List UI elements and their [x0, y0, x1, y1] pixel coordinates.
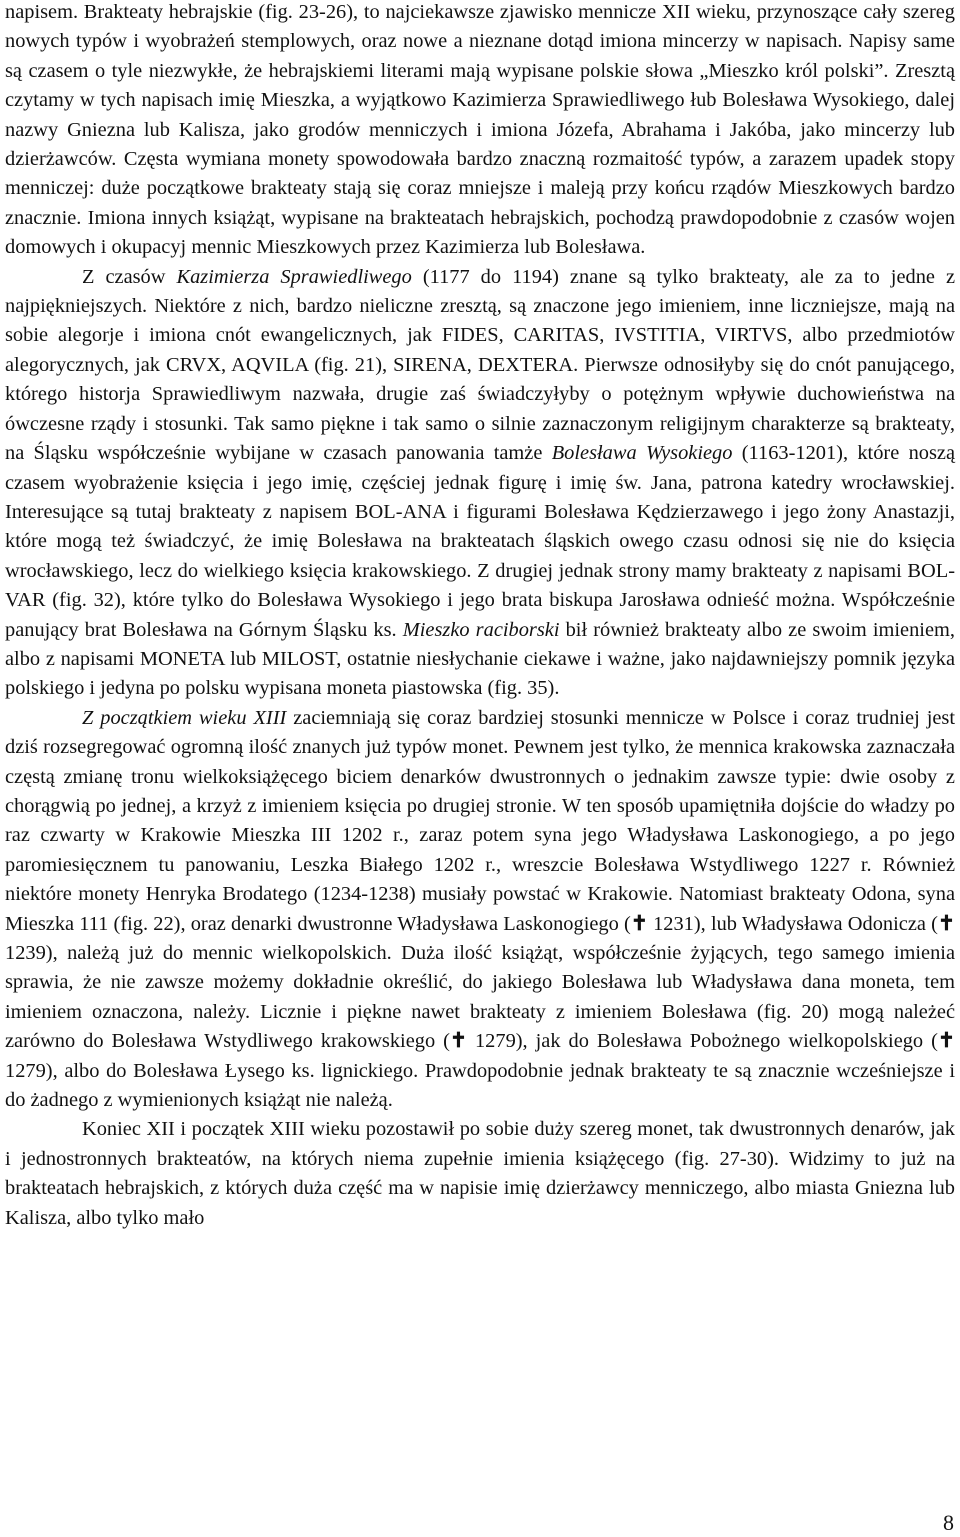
death-cross-glyph: ✝: [937, 912, 955, 935]
body-text: [5, 0, 955, 1233]
italic-text: Bolesława Wysokiego: [551, 442, 733, 465]
italic-text: Kazimierza Sprawiedliwego: [176, 265, 412, 288]
death-cross-glyph: ✝: [449, 1030, 468, 1053]
text-run: bił również brakteaty albo ze swoim imieniem, albo z napisami MONETA lub MILOST, ostatnie niesłychanie ciekawe i ważne, jako najdawniejszy pomnik języka polskiego i jedyna po polsku wypisana moneta piastowska (fig. 35).: [5, 618, 955, 700]
text-run: zaciemniają się coraz bardziej stosunki mennicze w Polsce i coraz trudniej jest dziś rozsegregować ogromną ilość znanych już typów monet. Pewnem jest tylko, że mennica krakowska zaznaczała częstą zmianę tronu wielkoksiążęcego biciem denarków dwustronnych o jednakim zawsze typie: dwie osoby z chorągwią po jednej, a krzyż z imieniem księcia po drugiej stronie. W ten sposób upamiętniła dojście do władzy po raz czwarty w Krakowie Mieszka III 1202 r., zaraz potem syna jego Władysława Laskonogiego, a po jego paromiesięcznem tu panowaniu, Leszka Białego 1202 r., wreszcie Bolesława Wstydliwego 1227 r. Również niektóre monety Henryka Brodatego (1234-1238) musiały powstać w Krakowie. Natomiast brakteaty Odona, syna Mieszka 111 (fig. 22), oraz denarki dwustronne Władysława Laskonogiego (: [5, 706, 956, 935]
italic-text: Mieszko raciborski: [402, 618, 560, 641]
text-run: Koniec XII i początek XIII wieku pozostawił po sobie duży szereg monet, tak dwustronnych denarów, jak i jednostronnych brakteatów, na których niema zupełnie imienia książęcego (fig. 27-30). Widzimy to już na brakteatach hebrajskich, z których duża część ma w napisie imię dzierżawcy menniczego, albo miasta Gniezna lub Kalisza, albo tylko mało: [5, 1118, 955, 1229]
paragraph: [5, 263, 955, 704]
document-page: [5, 0, 955, 1233]
text-run: 1279), albo do Bolesława Łysego ks. lignickiego. Prawdopodobnie jednak brakteaty te są znacznie wcześniejsze i do żadnego z wymienionych książąt nie należą.: [5, 1059, 955, 1112]
page-number: 8: [943, 1510, 954, 1535]
paragraph: [5, 1115, 955, 1233]
text-run: napisem. Brakteaty hebrajskie (fig. 23-26), to najciekawsze zjawisko mennicze XII wieku, przynoszące cały szereg nowych typów i wyobrażeń stemplowych, oraz nowe a nieznane dotąd imiona mincerzy w napisach. Napisy same są czasem o tyle niezwykłe, że hebrajskiemi literami mają wypisane polskie słowa „Mieszko król polski”. Zresztą czytamy w tych napisach imię Mieszka, a wyjątkowo Kazimierza Sprawiedliwego łub Bolesława Wysokiego, dalej nazwy Gniezna lub Kalisza, jako grodów menniczych i imiona Józefa, Abrahama i Jakóba, jako mincerzy lub dzierżawców. Częsta wymiana monety spowodowała bardzo znaczną rozmaitość typów, a zarazem upadek stopy menniczej: duże początkowe brakteaty stają się coraz mniejsze i maleją przy końcu rządów Mieszkowych bardzo znacznie. Imiona innych książąt, wypisane na brakteatach hebrajskich, pochodzą prawdopodobnie z czasów wojen domowych i okupacyj mennic Mieszkowych przez Kazimierza lub Bolesława.: [5, 1, 955, 259]
text-run: 1279), jak do Bolesława Pobożnego wielkopolskiego (: [467, 1030, 938, 1053]
text-run: Z czasów: [82, 265, 177, 288]
paragraph: [5, 704, 955, 1116]
death-cross-glyph: ✝: [937, 1030, 955, 1053]
italic-text: Z początkiem wieku XIII: [82, 706, 287, 729]
paragraph: [5, 0, 955, 263]
text-run: (1177 do 1194) znane są tylko brakteaty, ale za to jedne z najpiękniejszych. Niektóre z nich, bardzo nieliczne zresztą, są znaczone jego imieniem, inne liczniejsze, mają na sobie alegorje i imiona cnót ewangelicznych, jak FIDES, CARITAS, IVSTITIA, VIRTVS, albo przedmiotów alegorycznych, jak CRVX, AQVILA (fig. 21), SIRENA, DEXTERA. Pierwsze odnosiłyby się do cnót panującego, którego historja Sprawiedliwym nazwała, drugie zaś świadczyłyby o potężnym wpływie duchowieństwa na ówczesne rządy i stosunki. Tak samo piękne i tak samo o silnie zaznaczonym religijnym charakterze są brakteaty, na Śląsku współcześnie wybijane w czasach panowania tamże: [5, 265, 956, 465]
text-run: 1231), lub Władysława Odonicza (: [647, 912, 938, 935]
death-cross-glyph: ✝: [630, 912, 648, 935]
text-run: 1239), należą już do mennic wielkopolskich. Duża ilość książąt, współcześnie żyjących, tego samego imienia sprawia, że nie zawsze możemy dokładnie określić, do jakiego Bolesława lub Władysława dana moneta, tem imieniem oznaczona, należy. Licznie i piękne nawet brakteaty z imieniem Bolesława (fig. 20) mogą należeć zarówno do Bolesława Wstydliwego krakowskiego (: [5, 942, 955, 1053]
text-run: (1163-1201), które noszą czasem wyobrażenie księcia i jego imię, częściej jednak figurę i imię św. Jana, patrona katedry wrocławskiej. Interesujące są tutaj brakteaty z napisem BOL-ANA i figurami Bolesława Kędzierzawego i jego żony Anastazji, które mogą też świadczyć, że imię Bolesława na brakteatach śląskich owego czasu odnosi się nie do księcia wrocławskiego, lecz do wielkiego księcia krakowskiego. Z drugiej jednak strony mamy brakteaty z napisami BOL-VAR (fig. 32), które tylko do Bolesława Wysokiego i jego brata biskupa Jarosława odnieść można. Współcześnie panujący brat Bolesława na Górnym Śląsku ks.: [5, 442, 955, 641]
